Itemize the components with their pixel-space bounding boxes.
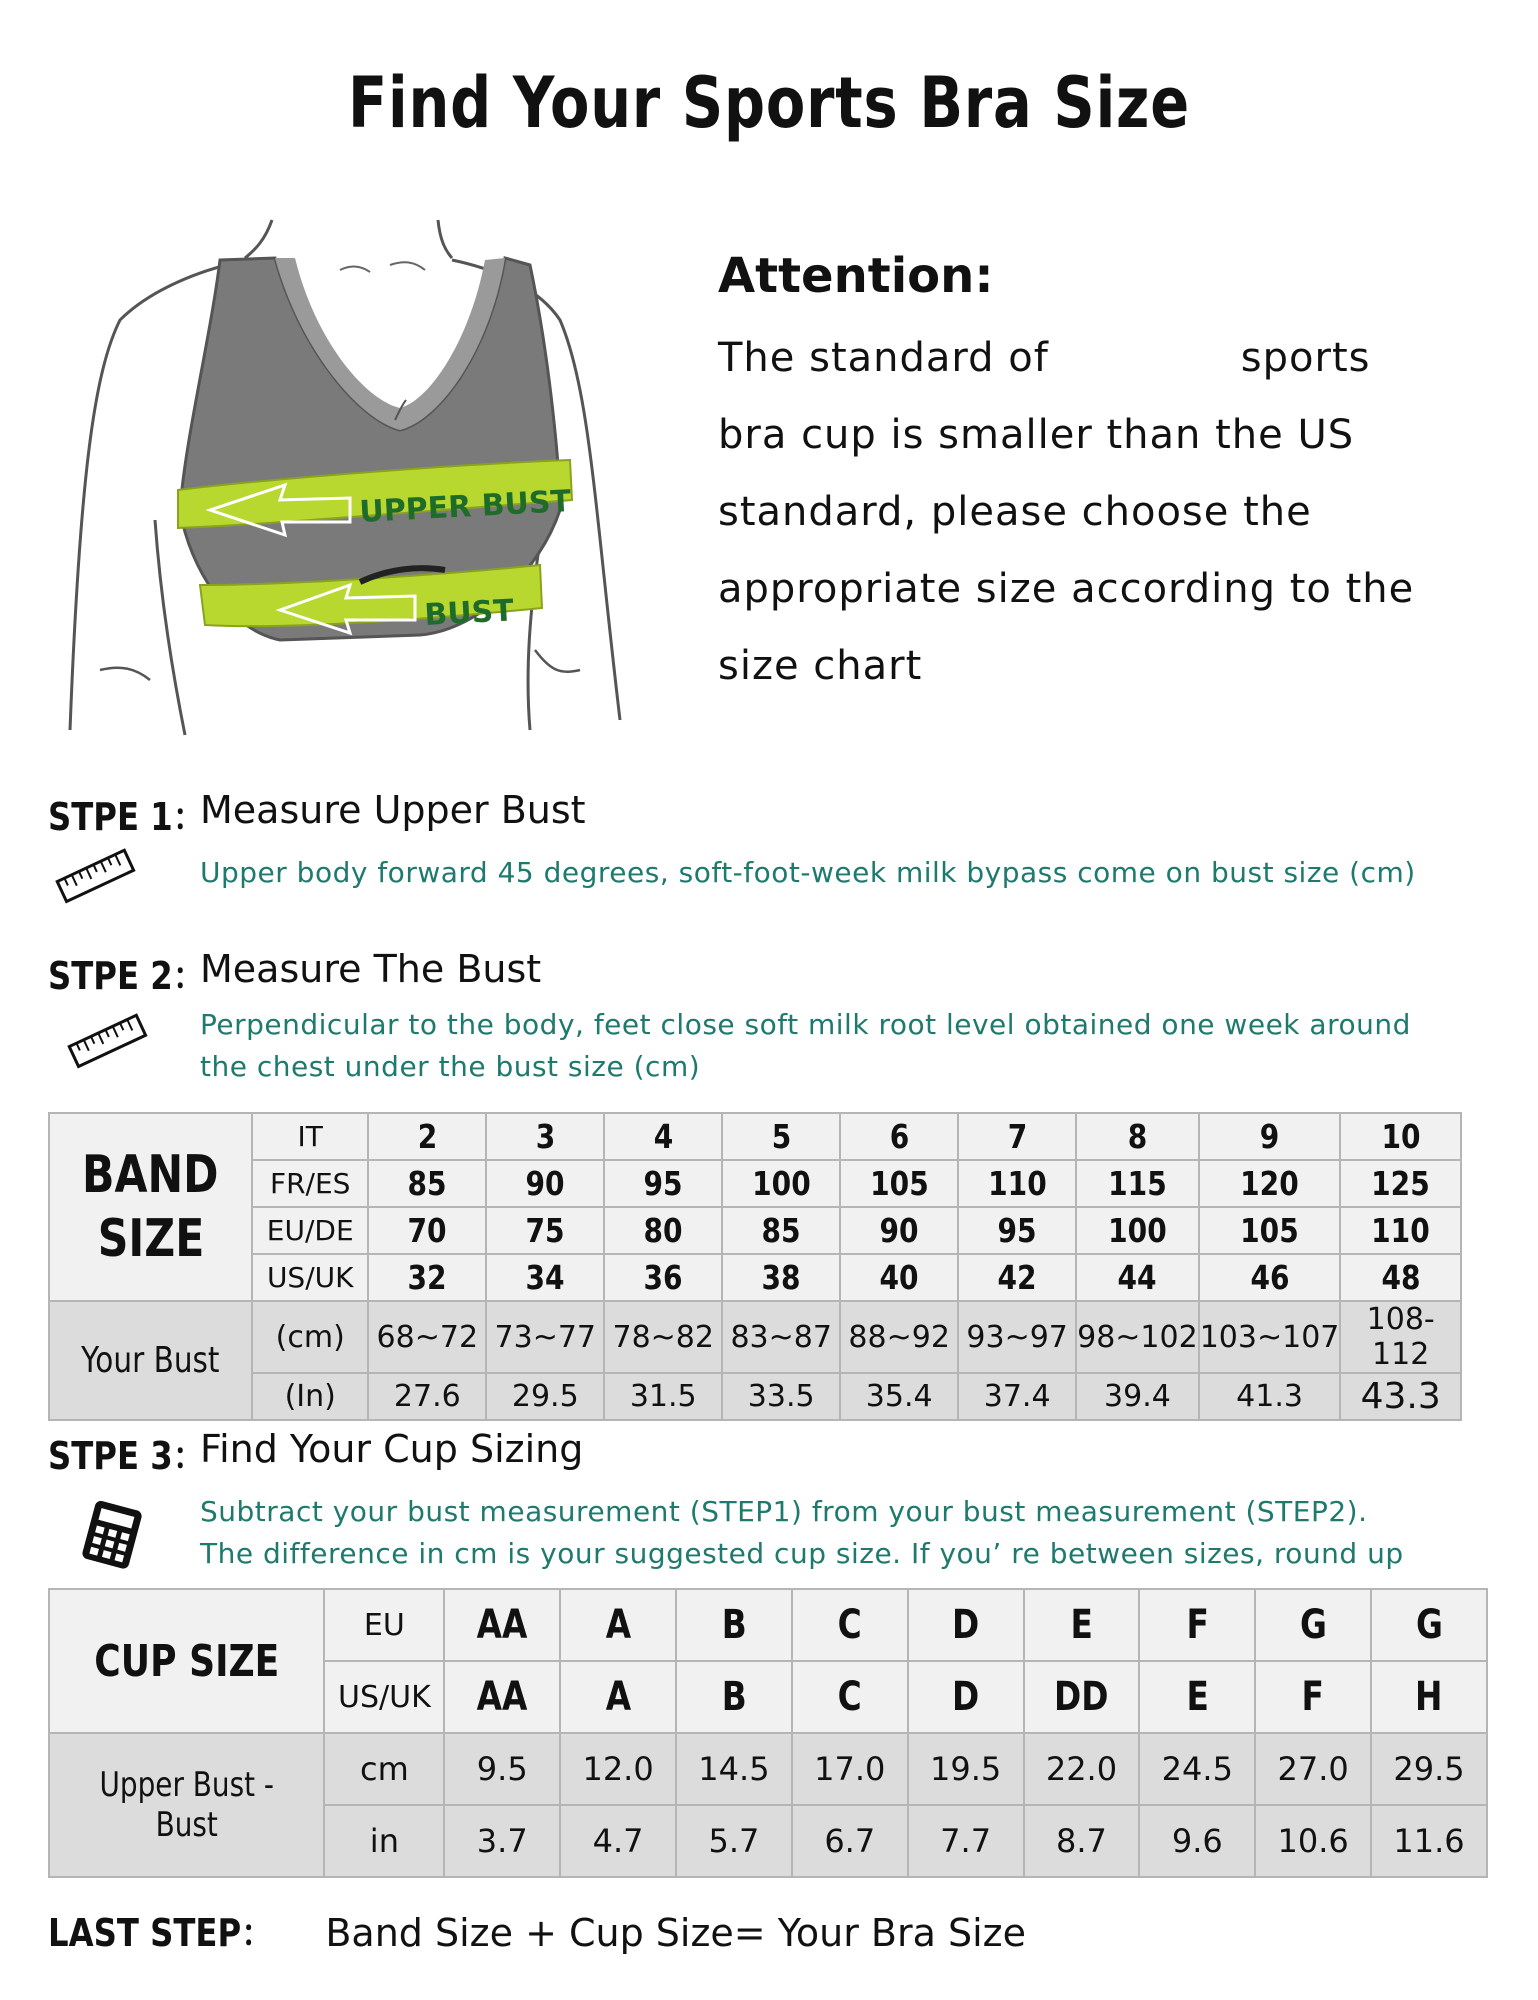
bust-cell: 43.3 [1340, 1373, 1461, 1420]
step2-label: STPE 2： [48, 954, 206, 998]
last-step-label: LAST STEP： [48, 1911, 274, 1955]
band-cell: 100 [1076, 1207, 1199, 1254]
band-cell: 7 [958, 1113, 1076, 1160]
diff-cell: 9.5 [444, 1733, 560, 1805]
bust-cell: 68~72 [368, 1301, 486, 1373]
step3-description-line2: The difference in cm is your suggested cup size. If you’ re between sizes, round up [200, 1537, 1404, 1570]
band-cell: 100 [722, 1160, 840, 1207]
cup-cell: AA [444, 1661, 560, 1733]
band-cell: 46 [1199, 1254, 1341, 1301]
diff-cell: 5.7 [676, 1805, 792, 1877]
cup-cell: A [560, 1589, 676, 1661]
cup-cell: A [560, 1661, 676, 1733]
band-cell: 8 [1076, 1113, 1199, 1160]
cup-system-label: EU [324, 1589, 444, 1661]
band-cell: 75 [486, 1207, 604, 1254]
size-system-label: IT [252, 1113, 368, 1160]
band-cell: 90 [840, 1207, 958, 1254]
cup-cell: E [1024, 1589, 1140, 1661]
diff-cell: 14.5 [676, 1733, 792, 1805]
step3-label: STPE 3： [48, 1434, 206, 1478]
band-cell: 42 [958, 1254, 1076, 1301]
band-size-table [48, 1112, 1462, 1421]
attention-line: appropriate size according to the [718, 566, 1415, 612]
band-cell: 40 [840, 1254, 958, 1301]
step2-description-line1: Perpendicular to the body, feet close soft milk root level obtained one week around [200, 1008, 1411, 1041]
cup-cell: G [1255, 1589, 1371, 1661]
diff-cell: 3.7 [444, 1805, 560, 1877]
attention-line: standard, please choose the [718, 489, 1312, 535]
bust-label: BUST [423, 593, 515, 633]
bust-unit-label: (cm) [252, 1301, 368, 1373]
diff-cell: 6.7 [792, 1805, 908, 1877]
cup-cell: C [792, 1589, 908, 1661]
cup-cell: F [1139, 1589, 1255, 1661]
band-cell: 90 [486, 1160, 604, 1207]
cup-cell: B [676, 1661, 792, 1733]
cup-cell: H [1371, 1661, 1487, 1733]
band-cell: 110 [1340, 1207, 1461, 1254]
diff-cell: 11.6 [1371, 1805, 1487, 1877]
bust-cell: 39.4 [1076, 1373, 1199, 1420]
last-step [48, 1902, 1026, 1957]
bust-cell: 108-112 [1340, 1301, 1461, 1373]
diff-unit-label: in [324, 1805, 444, 1877]
diff-cell: 19.5 [908, 1733, 1024, 1805]
step2-title: Measure The Bust [200, 947, 542, 991]
size-system-label: US/UK [252, 1254, 368, 1301]
cup-cell: DD [1024, 1661, 1140, 1733]
band-cell: 120 [1199, 1160, 1341, 1207]
step1-title: Measure Upper Bust [200, 788, 586, 832]
bust-cell: 41.3 [1199, 1373, 1341, 1420]
ruler-icon [50, 845, 140, 905]
step3-title: Find Your Cup Sizing [200, 1427, 584, 1471]
band-cell: 38 [722, 1254, 840, 1301]
cup-cell: AA [444, 1589, 560, 1661]
band-cell: 10 [1340, 1113, 1461, 1160]
bust-cell: 73~77 [486, 1301, 604, 1373]
band-cell: 70 [368, 1207, 486, 1254]
attention-line: The standard of sports [718, 335, 1371, 381]
size-system-label: FR/ES [252, 1160, 368, 1207]
band-cell: 115 [1076, 1160, 1199, 1207]
diff-cell: 9.6 [1139, 1805, 1255, 1877]
cup-cell: B [676, 1589, 792, 1661]
cup-system-label: US/UK [324, 1661, 444, 1733]
upper-bust-minus-bust-header: Upper Bust - Bust [49, 1733, 324, 1877]
diff-cell: 17.0 [792, 1733, 908, 1805]
bust-cell: 78~82 [604, 1301, 722, 1373]
last-step-text: Band Size + Cup Size= Your Bra Size [325, 1911, 1026, 1955]
bust-cell: 33.5 [722, 1373, 840, 1420]
step2-description-line2: the chest under the bust size (cm) [200, 1050, 701, 1083]
attention-line: size chart [718, 643, 923, 689]
band-cell: 105 [840, 1160, 958, 1207]
bust-cell: 93~97 [958, 1301, 1076, 1373]
page-title: Find Your Sports Bra Size [347, 62, 1191, 144]
diff-cell: 22.0 [1024, 1733, 1140, 1805]
band-cell: 125 [1340, 1160, 1461, 1207]
cup-cell: C [792, 1661, 908, 1733]
cup-cell: F [1255, 1661, 1371, 1733]
diff-cell: 27.0 [1255, 1733, 1371, 1805]
bra-measurement-illustration [60, 210, 650, 750]
band-cell: 2 [368, 1113, 486, 1160]
your-bust-header: Your Bust [49, 1301, 252, 1420]
bust-unit-label: (In) [252, 1373, 368, 1420]
diff-cell: 24.5 [1139, 1733, 1255, 1805]
upper-bust-label: UPPER BUST [358, 483, 572, 530]
diff-cell: 7.7 [908, 1805, 1024, 1877]
band-cell: 105 [1199, 1207, 1341, 1254]
bust-cell: 27.6 [368, 1373, 486, 1420]
diff-cell: 8.7 [1024, 1805, 1140, 1877]
diff-cell: 4.7 [560, 1805, 676, 1877]
bust-cell: 98~102 [1076, 1301, 1199, 1373]
bust-cell: 35.4 [840, 1373, 958, 1420]
step3-description-line1: Subtract your bust measurement (STEP1) from your bust measurement (STEP2). [200, 1495, 1368, 1528]
band-cell: 9 [1199, 1113, 1341, 1160]
calculator-icon [78, 1500, 148, 1570]
band-cell: 44 [1076, 1254, 1199, 1301]
band-size-header: BAND SIZE [49, 1113, 252, 1301]
cup-cell: E [1139, 1661, 1255, 1733]
band-cell: 80 [604, 1207, 722, 1254]
bust-cell: 31.5 [604, 1373, 722, 1420]
diff-cell: 29.5 [1371, 1733, 1487, 1805]
band-cell: 32 [368, 1254, 486, 1301]
bust-cell: 37.4 [958, 1373, 1076, 1420]
bust-cell: 29.5 [486, 1373, 604, 1420]
band-cell: 95 [958, 1207, 1076, 1254]
bust-cell: 83~87 [722, 1301, 840, 1373]
attention-line: bra cup is smaller than the US [718, 412, 1355, 458]
band-cell: 85 [368, 1160, 486, 1207]
diff-cell: 10.6 [1255, 1805, 1371, 1877]
band-cell: 85 [722, 1207, 840, 1254]
band-cell: 4 [604, 1113, 722, 1160]
diff-cell: 12.0 [560, 1733, 676, 1805]
bust-cell: 88~92 [840, 1301, 958, 1373]
band-cell: 95 [604, 1160, 722, 1207]
band-cell: 110 [958, 1160, 1076, 1207]
cup-cell: G [1371, 1589, 1487, 1661]
band-cell: 6 [840, 1113, 958, 1160]
band-cell: 34 [486, 1254, 604, 1301]
band-cell: 48 [1340, 1254, 1461, 1301]
attention-heading: Attention: [718, 248, 994, 304]
band-cell: 3 [486, 1113, 604, 1160]
diff-unit-label: cm [324, 1733, 444, 1805]
cup-cell: D [908, 1661, 1024, 1733]
step1-description: Upper body forward 45 degrees, soft-foot-week milk bypass come on bust size (cm) [200, 856, 1416, 889]
cup-cell: D [908, 1589, 1024, 1661]
band-cell: 5 [722, 1113, 840, 1160]
step1-label: STPE 1： [48, 795, 206, 839]
cup-size-table [48, 1588, 1488, 1878]
ruler-icon [62, 1010, 152, 1070]
size-system-label: EU/DE [252, 1207, 368, 1254]
cup-size-header: CUP SIZE [49, 1589, 324, 1733]
band-cell: 36 [604, 1254, 722, 1301]
bust-cell: 103~107 [1199, 1301, 1341, 1373]
